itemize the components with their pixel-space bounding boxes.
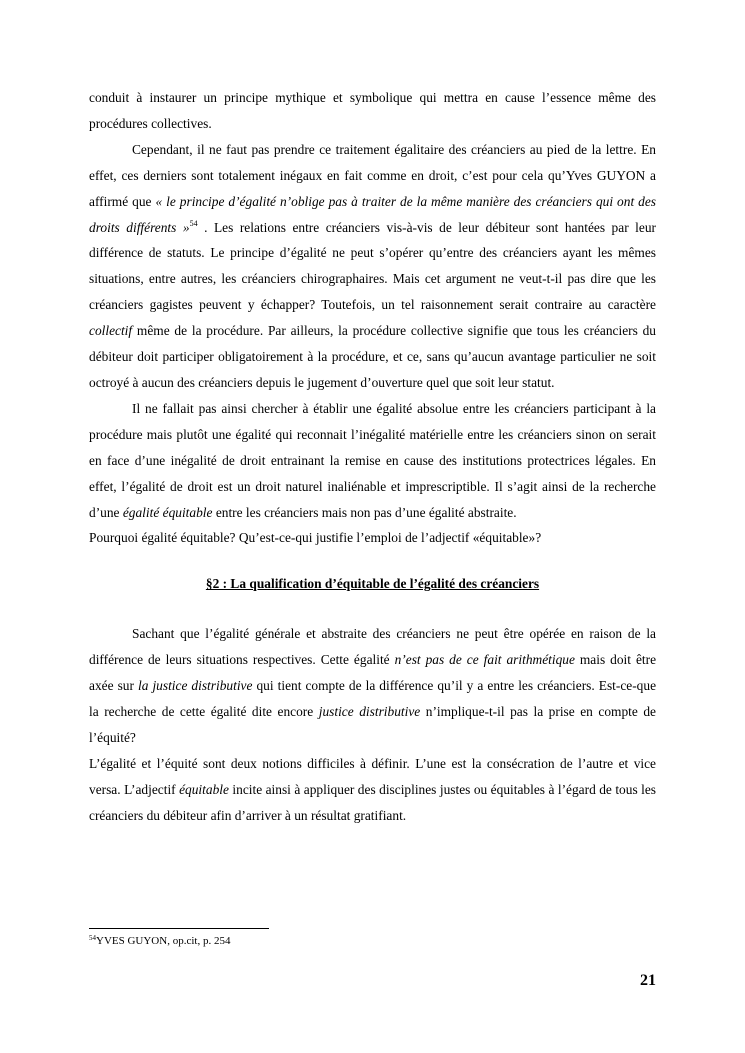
footnote-reference[interactable]: 54 [189,218,198,228]
paragraph-text: entre les créanciers mais non pas d’une égalité abstraite. [212,504,517,520]
paragraph-text: qui tient compte de la différence qu’il y a entre les créanciers. Est-ce-que la recherche de cette égalité dite encore [89,678,657,719]
document-body [89,85,656,828]
paragraph-text: n’implique-t-il pas la prise en compte de l’équité? [89,703,656,745]
emphasis-text: égalité équitable [122,504,213,520]
paragraph-2 [89,137,656,396]
emphasis-text: collectif [89,323,133,339]
footnote-separator [89,928,269,929]
paragraph-text: mais doit être axée sur [89,652,657,694]
footnote-number: 54 [89,934,96,942]
section-heading: §2 : La qualification d’équitable de l’égalité des créanciers [205,576,540,592]
guyon-quote: « le principe d’égalité n’oblige pas à traiter de la même manière des créanciers qui ont des droits différents » [89,193,656,235]
page-number: 21 [640,972,656,989]
emphasis-text: équitable [179,781,229,797]
paragraph-text: Il ne fallait pas ainsi chercher à établir une égalité absolue entre les créanciers participant à la procédure mais plutôt une égalité qui reconnait l’inégalité matérielle entre les créanciers sinon on serait en face d’une inégalité de droit entrainant la remise en cause des institutions protectrices légales. En effet, l’égalité de droit est un droit naturel inaliénable et imprescriptible. Il s’agit ainsi de la recherche d’une [89,400,656,520]
paragraph-text: incite ainsi à appliquer des disciplines justes ou équitables à l’égard de tous les créanciers du débiteur afin d’arriver à un résultat gratifiant. [89,781,656,823]
paragraph-3 [89,396,656,526]
emphasis-text: la justice distributive [137,678,253,694]
paragraph-text: Sachant que l’égalité générale et abstraite des créanciers ne peut être opérée en raison de la différence de leurs situations respectives. Cette égalité [89,626,656,668]
footnote-text: YVES GUYON, op.cit, p. 254 [96,935,231,947]
paragraph-text: Pourquoi égalité équitable? Qu’est-ce-qui justifie l’emploi de l’adjectif «équitable»? [89,530,542,546]
footnote [89,934,230,948]
paragraph-4 [89,525,656,551]
paragraph-text: Cependant, il ne faut pas prendre ce traitement égalitaire des créanciers au pied de la lettre. En effet, ces derniers sont totalement inégaux en fait comme en droit, c’est pour cela qu’Yves GUYON a affirmé que [89,141,656,209]
paragraph-1 [89,85,656,137]
paragraph-text: même de la procédure. Par ailleurs, la procédure collective signifie que tous les créanciers du débiteur doit participer obligatoirement à la procédure, et ce, sans qu’aucun avantage particulier ne soit octroyé à aucun des créanciers depuis le jugement d’ouverture quel que soit leur statut. [89,323,656,390]
paragraph-text: L’égalité et l’équité sont deux notions difficiles à définir. L’une est la consécration de l’autre et vice versa. L’adjectif [89,755,656,797]
emphasis-text: n’est pas de ce fait arithmétique [394,652,575,668]
paragraph-text: conduit à instaurer un principe mythique et symbolique qui mettra en cause l’essence même des procédures collectives. [89,90,656,131]
paragraph-text: . Les relations entre créanciers vis-à-vis de leur débiteur sont hantées par leur différence de statuts. Le principe d’égalité ne peut s’opérer qu’entre des créanciers ayant les mêmes situations, entre autres, les créanciers chirographaires. Mais cet argument ne veut-t-il pas dire que les créanciers gagistes peuvent y échapper? Toutefois, un tel raisonnement serait contraire au caractère [89,219,656,313]
paragraph-6 [89,751,656,829]
emphasis-text: justice distributive [318,703,421,719]
paragraph-5 [89,621,656,751]
